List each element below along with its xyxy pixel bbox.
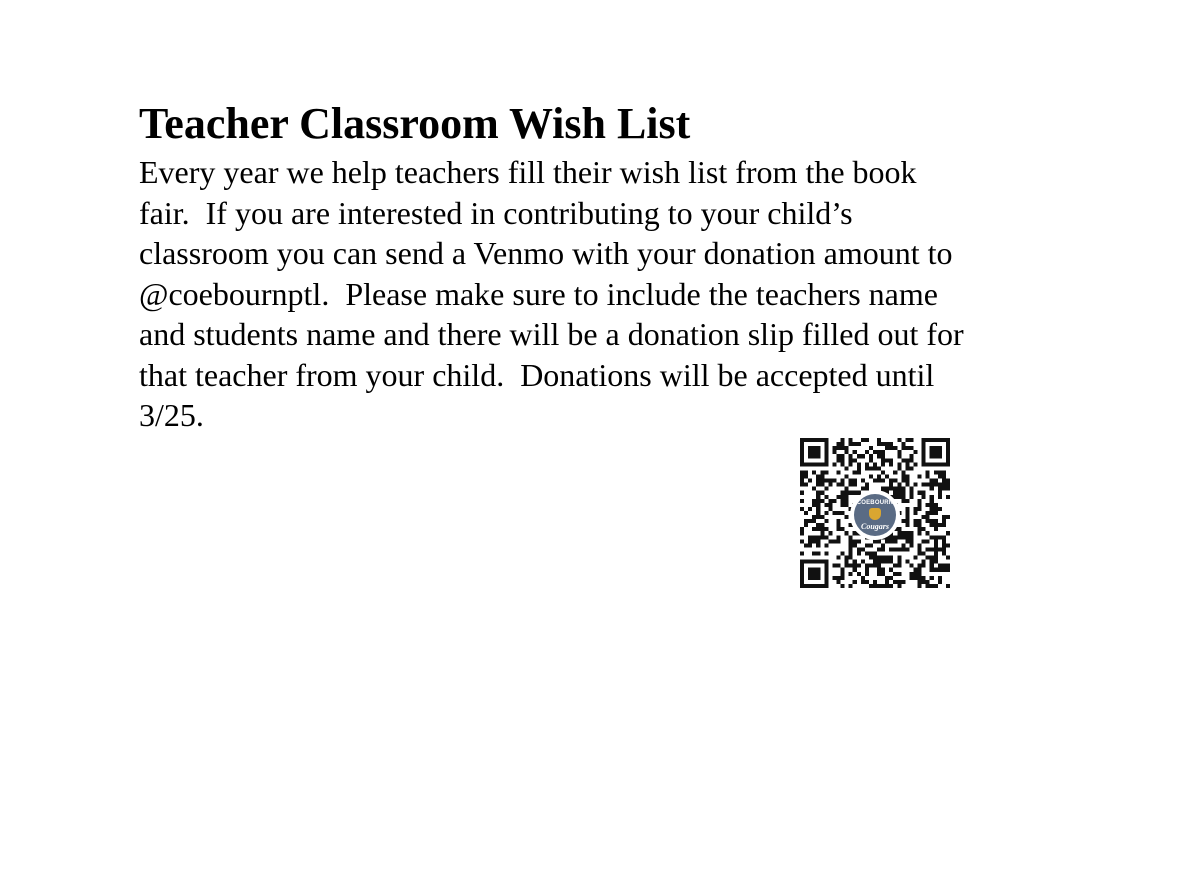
body-line: classroom you can send a Venmo with your donation amount to [139, 235, 953, 271]
body-line: and students name and there will be a donation slip filled out for [139, 316, 964, 352]
school-logo [850, 490, 900, 540]
body-line: 3/25. [139, 397, 204, 433]
venmo-qr-code [800, 438, 950, 588]
body-line: Every year we help teachers fill their wish list from the book [139, 154, 917, 190]
page-title: Teacher Classroom Wish List [139, 99, 691, 148]
body-line: that teacher from your child. Donations will be accepted until [139, 356, 935, 393]
cougar-mascot-icon [869, 508, 881, 520]
logo-text-bottom: Cougars [860, 522, 889, 531]
logo-badge [854, 494, 896, 536]
body-line: @coebournptl. Please make sure to include the teachers name [139, 275, 938, 312]
body-paragraph [139, 152, 1059, 436]
logo-text-top: COEBOURN [856, 500, 894, 506]
body-line: fair. If you are interested in contributing to your child’s [139, 194, 853, 231]
